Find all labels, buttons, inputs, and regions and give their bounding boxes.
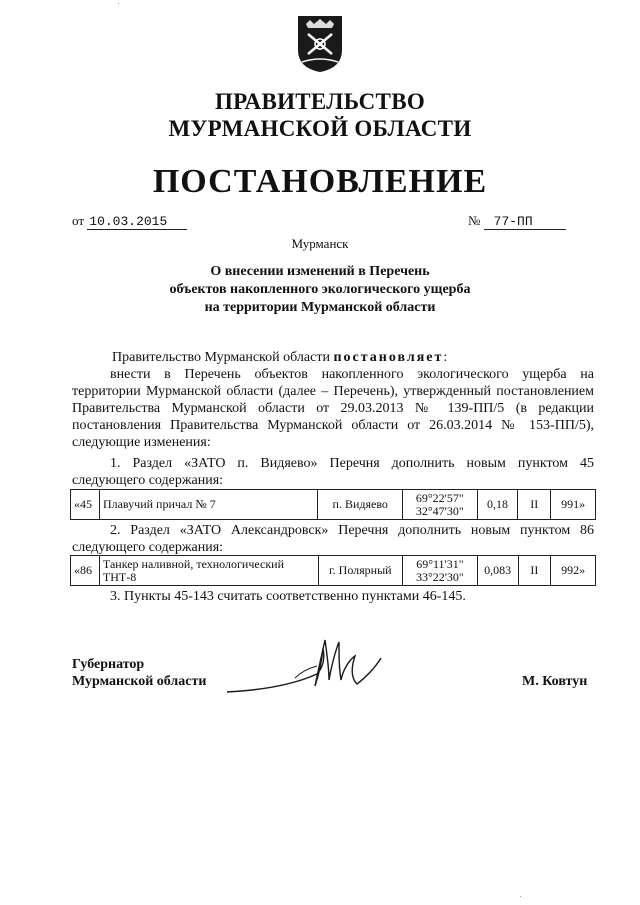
subject-line-1: О внесении изменений в Перечень [210, 264, 430, 279]
cell-num: «45 [71, 490, 100, 520]
murmansk-coat-of-arms-icon [296, 14, 344, 74]
signatory-title-line-2: Мурманской области [72, 674, 207, 689]
signatory-name: М. Ковтун [522, 674, 588, 689]
scan-speck [520, 896, 521, 897]
document-subject [0, 263, 640, 317]
date-value: 10.03.2015 [87, 214, 187, 230]
date-prefix: от [72, 213, 85, 228]
item-1: 1. Раздел «ЗАТО п. Видяево» Перечня дополнить новым пунктом 45 следующего содержания: [72, 456, 594, 488]
cell-cost: 992» [551, 556, 596, 586]
coord-lat: 69°22'57" [415, 490, 464, 505]
coat-of-arms-icon [296, 14, 344, 74]
subject-line-3: на территории Мурманской области [204, 300, 436, 315]
intro-before: Правительство Мурманской области [112, 350, 334, 365]
city: Мурманск [291, 236, 349, 251]
cell-place: г. Полярный [318, 556, 403, 586]
cell-area: 0,083 [477, 556, 518, 586]
table-item-45 [70, 489, 596, 520]
coord-lon: 33°22'30" [415, 569, 464, 584]
cell-area: 0,18 [477, 490, 518, 520]
gov-line-1: ПРАВИТЕЛЬСТВО [214, 89, 426, 114]
signature-mark-icon [225, 628, 385, 708]
cell-coords [402, 490, 477, 520]
item-3: 3. Пункты 45-143 считать соответственно пунктами 46-145. [110, 589, 466, 604]
document-type-title: ПОСТАНОВЛЕНИЕ [152, 163, 488, 200]
main-paragraph: внести в Перечень объектов накопленного экологического ущерба на территории Мурманской области (далее – Перечень), утвержденный постановлением Правительства Мурманской области от 29.03.2013 № 139-ПП/5 (в редакции постановления Правительства Мурманской области от 26.03.2014 № 153-ПП/5), следующие изменения: [72, 367, 594, 450]
intro-verb: постановляет [333, 350, 444, 365]
number-prefix: № [468, 213, 481, 228]
cell-class: II [518, 490, 551, 520]
gov-line-2: МУРМАНСКОЙ ОБЛАСТИ [168, 116, 472, 141]
signatory-title [72, 656, 206, 690]
cell-cost: 991» [551, 490, 596, 520]
subject-line-2: объектов накопленного экологического ущерба [169, 282, 471, 297]
table-row [71, 490, 596, 520]
signatory-title-line-1: Губернатор [72, 657, 145, 672]
scan-speck [118, 3, 119, 4]
table-row [71, 556, 596, 586]
table-item-86 [70, 555, 596, 586]
cell-name: Плавучий причал № 7 [99, 490, 318, 520]
handwritten-signature [225, 628, 385, 708]
government-name [0, 88, 640, 142]
item-2: 2. Раздел «ЗАТО Александровск» Перечня дополнить новым пунктом 86 следующего содержания: [72, 523, 594, 555]
cell-name: Танкер наливной, технологический ТНТ-8 [99, 556, 318, 586]
cell-num: «86 [71, 556, 100, 586]
intro-after: : [443, 350, 448, 365]
coord-lon: 32°47'30" [415, 503, 464, 518]
cell-place: п. Видяево [318, 490, 402, 520]
cell-class: II [518, 556, 551, 586]
cell-coords [403, 556, 478, 586]
intro-line [72, 349, 594, 366]
number-field [468, 213, 566, 230]
number-value: 77-ПП [484, 214, 566, 230]
date-field [72, 213, 187, 230]
coord-lat: 69°11'31" [416, 556, 464, 571]
